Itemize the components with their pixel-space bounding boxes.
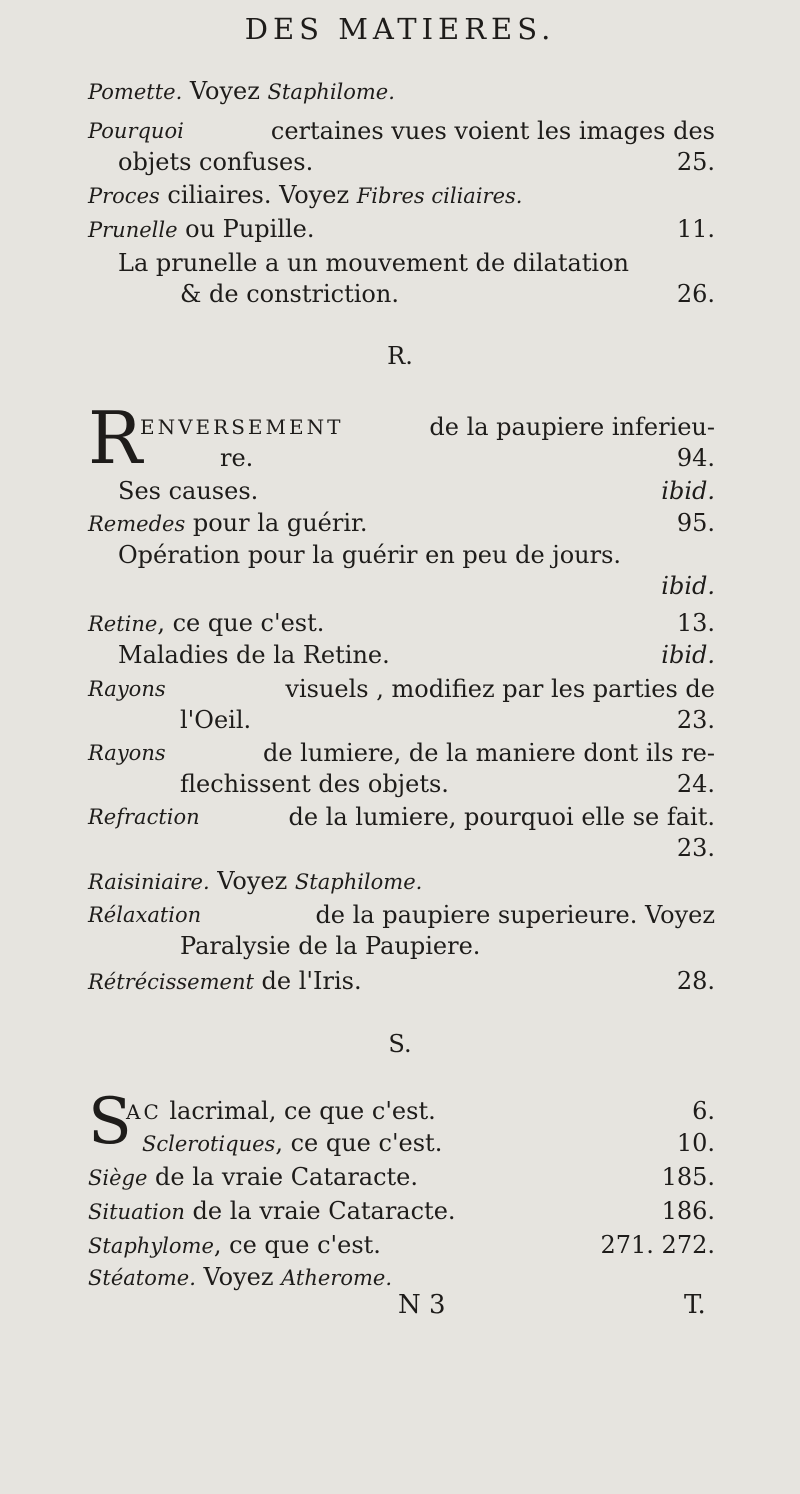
entry-text: Opération pour la guérir en peu de jours. [118, 541, 622, 569]
entry-rayons-visuels [88, 674, 715, 736]
page-number: 185. [661, 1163, 715, 1191]
page-number: ibid. [661, 641, 715, 669]
entry-text: Voyez [209, 867, 295, 895]
entry-retrecissement [88, 966, 715, 998]
entry-operation [88, 540, 715, 602]
entry-prunelle [88, 214, 715, 246]
entry-crossref: Atherome. [281, 1266, 393, 1290]
entry-head: Rélaxation [88, 903, 202, 927]
page-number: 95. [676, 509, 715, 537]
drop-cap-r: R [88, 396, 143, 480]
entry-text: visuels , modifiez par les parties de [285, 675, 715, 703]
entry-text: La prunelle a un mouvement de dilatation [118, 249, 630, 277]
page-number: 24. [676, 770, 715, 798]
entry-text: ou Pupille. [177, 215, 315, 243]
entry-head: Staphylome [88, 1234, 214, 1258]
entry-head: Rayons [88, 741, 166, 765]
entry-text: de l'Iris. [253, 967, 362, 995]
entry-text: objets confuses. [118, 148, 314, 176]
entry-head: Refraction [88, 805, 200, 829]
page-header: DES MATIERES. [244, 12, 556, 46]
page-number: 10. [676, 1129, 715, 1157]
entry-text: , ce que c'est. [157, 609, 325, 637]
page-number: 28. [676, 967, 715, 995]
entry-staphylome [88, 1230, 715, 1262]
entry-head: Prunelle [88, 218, 178, 242]
entry-text: pour la guérir. [185, 509, 368, 537]
entry-text: de la vraie Cataracte. [184, 1197, 456, 1225]
entry-sclerotiques [142, 1128, 715, 1160]
page-number: 23. [676, 706, 715, 734]
page-number: ibid. [661, 572, 715, 600]
entry-text: Voyez [195, 1263, 282, 1291]
entry-text: ciliaires. Voyez [159, 181, 357, 209]
page-number: 23. [676, 834, 715, 862]
entry-text: de lumiere, de la maniere dont ils re- [262, 739, 715, 767]
page-number: 94. [676, 444, 715, 472]
entry-text: Voyez [182, 77, 268, 105]
entry-ses-causes [88, 476, 715, 507]
entry-text: Paralysie de la Paupiere. [180, 932, 481, 960]
entry-text: re. [220, 444, 254, 472]
entry-text: de la lumiere, pourquoi elle se fait. [288, 803, 715, 831]
entry-head: Pourquoi [88, 119, 184, 143]
page-number: 271. 272. [600, 1231, 715, 1259]
entry-raisiniaire [88, 866, 715, 898]
entry-siege [88, 1162, 715, 1194]
entry-text: lacrimal, ce que c'est. [161, 1097, 436, 1125]
entry-sac [126, 1096, 715, 1128]
page-number: 25. [676, 148, 715, 176]
entry-refraction [88, 802, 715, 864]
entry-text: l'Oeil. [180, 706, 252, 734]
entry-head: Stéatome. [88, 1266, 196, 1290]
entry-text: de la vraie Cataracte. [147, 1163, 419, 1191]
entry-situation [88, 1196, 715, 1228]
entry-pomette [88, 76, 715, 108]
entry-head-smallcaps: AC [126, 1100, 162, 1124]
page-number: 11. [676, 215, 715, 243]
entry-text: , ce que c'est. [213, 1231, 381, 1259]
entry-maladies [88, 640, 715, 671]
entry-head-smallcaps: ENVERSEMENT [140, 415, 344, 439]
entry-proces [88, 180, 715, 212]
entry-head: Proces [88, 184, 160, 208]
section-letter-s: S. [388, 1030, 412, 1058]
entry-text: , ce que c'est. [275, 1129, 443, 1157]
entry-text: & de constriction. [180, 280, 399, 308]
entry-head: Raisiniaire. [88, 870, 210, 894]
entry-head: Situation [88, 1200, 185, 1224]
entry-text: Maladies de la Retine. [118, 641, 390, 669]
entry-head: Sclerotiques [142, 1132, 276, 1156]
page-number: ibid. [661, 477, 715, 505]
signature-mark: N 3 [398, 1290, 446, 1320]
entry-prunelle-sub [88, 248, 715, 310]
entry-remedes [88, 508, 715, 540]
entry-rayons-lumiere [88, 738, 715, 800]
entry-renversement [140, 412, 715, 474]
entry-head: Rétrécissement [88, 970, 254, 994]
drop-cap-s: S [88, 1085, 132, 1159]
entry-crossref: Fibres ciliaires. [356, 184, 523, 208]
entry-relaxation [88, 900, 715, 962]
entry-crossref: Staphilome. [294, 870, 423, 894]
entry-text: certaines vues voient les images des [270, 117, 715, 145]
page-number: 6. [692, 1097, 715, 1125]
page-number: 26. [676, 280, 715, 308]
catchword: T. [684, 1290, 706, 1320]
page-number: 13. [676, 609, 715, 637]
entry-head: Rayons [88, 677, 166, 701]
page-number: 186. [661, 1197, 715, 1225]
entry-head: Siège [88, 1166, 148, 1190]
entry-text: de la paupiere inferieu- [429, 413, 715, 441]
entry-head: Retine [88, 612, 158, 636]
entry-text: de la paupiere superieure. Voyez [315, 901, 715, 929]
entry-text: Ses causes. [118, 477, 259, 505]
entry-retine [88, 608, 715, 640]
entry-head: Remedes [88, 512, 186, 536]
section-letter-r: R. [387, 342, 413, 370]
entry-text: flechissent des objets. [180, 770, 449, 798]
entry-crossref: Staphilome. [267, 80, 395, 104]
entry-pourquoi [88, 116, 715, 178]
entry-head: Pomette. [88, 80, 183, 104]
